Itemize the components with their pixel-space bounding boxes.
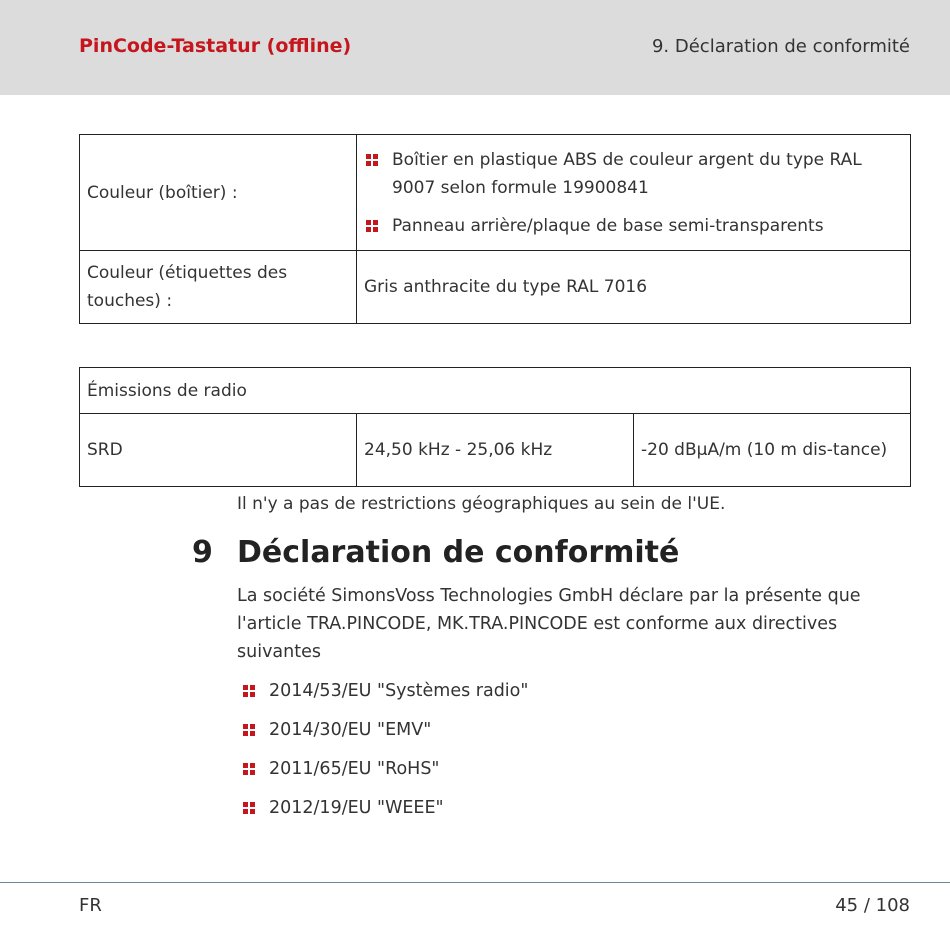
footer-language: FR <box>79 895 102 916</box>
bullet-icon <box>366 154 378 166</box>
list-item <box>241 794 528 822</box>
table-row <box>80 135 911 251</box>
radio-type-cell: SRD <box>80 414 357 487</box>
list-item-text: Panneau arrière/plaque de base semi-transparents <box>392 215 824 236</box>
list-item <box>241 716 528 744</box>
key-labels-color-value: Gris anthracite du type RAL 7016 <box>357 251 911 324</box>
bullet-icon <box>243 763 255 775</box>
list-item-text: Boîtier en plastique ABS de couleur argent du type RAL 9007 selon formule 19900841 <box>392 149 862 198</box>
bullet-icon <box>366 220 378 232</box>
table-row <box>80 251 911 324</box>
table-header-row <box>80 368 911 414</box>
radio-field-strength-cell: -20 dBµA/m (10 m dis-tance) <box>634 414 911 487</box>
section-intro: La société SimonsVoss Technologies GmbH déclare par la présente que l'article TRA.PINCODE, MK.TRA.PINCODE est conforme aux directives suivantes <box>237 586 861 662</box>
header-section-reference: 9. Déclaration de conformité <box>651 36 910 57</box>
housing-color-value <box>357 135 911 251</box>
radio-emissions-header: Émissions de radio <box>80 368 911 414</box>
document-title: PinCode-Tastatur (offline) <box>79 35 352 57</box>
geographic-restriction-note: Il n'y a pas de restrictions géographiques au sein de l'UE. <box>237 494 726 514</box>
directive-text: 2014/30/EU "EMV" <box>269 720 432 740</box>
table-row <box>80 414 911 487</box>
bullet-icon <box>243 802 255 814</box>
bullet-icon <box>243 685 255 697</box>
section-heading <box>192 535 679 570</box>
bullet-icon <box>243 724 255 736</box>
page-header <box>0 0 950 95</box>
list-item <box>241 677 528 705</box>
list-item <box>364 212 903 240</box>
radio-emissions-table <box>79 367 911 487</box>
housing-color-label: Couleur (boîtier) : <box>80 135 357 251</box>
radio-frequency-cell: 24,50 kHz - 25,06 kHz <box>357 414 634 487</box>
directive-text: 2012/19/EU "WEEE" <box>269 798 444 818</box>
footer-divider <box>0 882 950 883</box>
directives-list <box>241 677 528 822</box>
directive-text: 2014/53/EU "Systèmes radio" <box>269 681 529 701</box>
list-item <box>364 146 903 202</box>
section-title: Déclaration de conformité <box>237 535 680 570</box>
directive-text: 2011/65/EU "RoHS" <box>269 759 440 779</box>
section-number: 9 <box>192 535 213 570</box>
key-labels-color-label: Couleur (étiquettes des touches) : <box>80 251 357 324</box>
list-item <box>241 755 528 783</box>
page-number: 45 / 108 <box>835 895 910 916</box>
color-spec-table <box>79 134 911 324</box>
